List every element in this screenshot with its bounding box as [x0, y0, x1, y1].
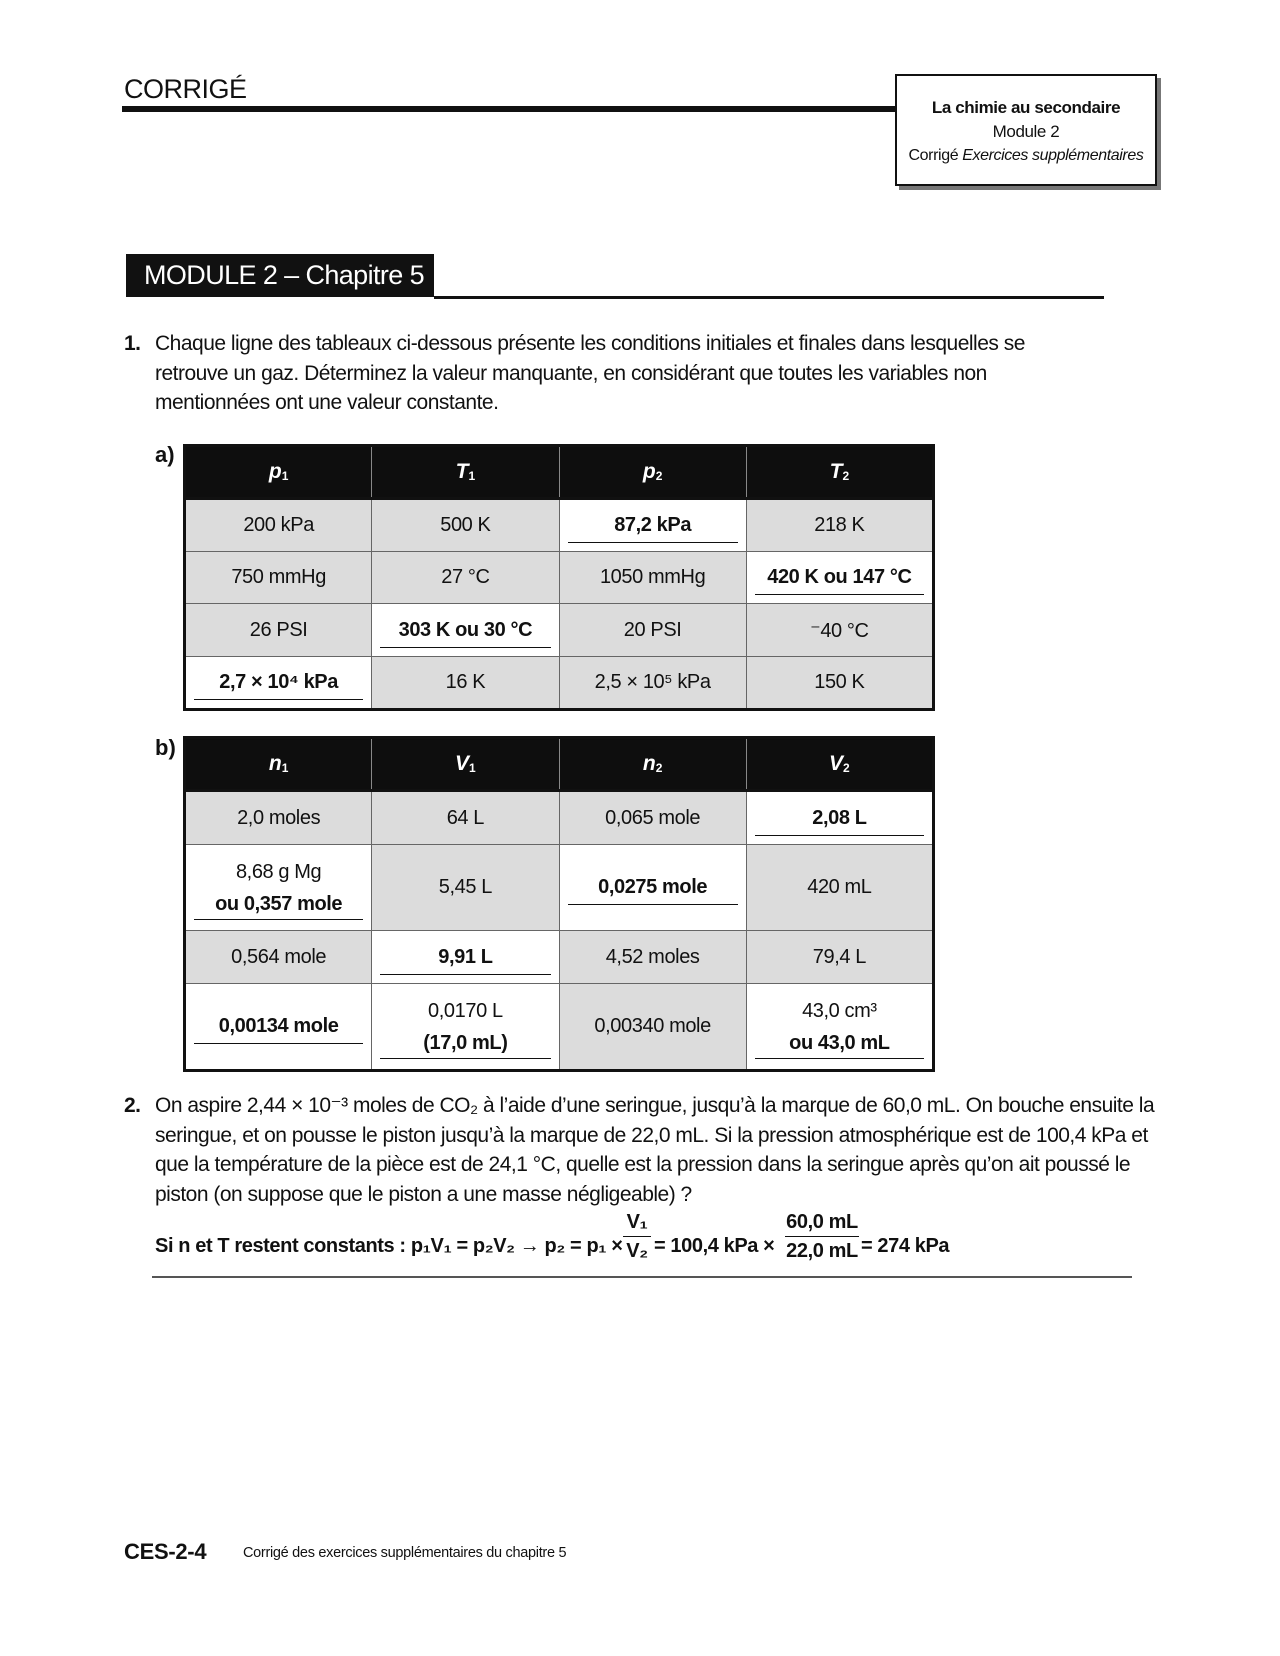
table-cell: 218 K [746, 499, 933, 552]
answer-value: 9,91 L [380, 940, 550, 975]
answer-value: 2,7 × 10⁴ kPa [194, 665, 363, 700]
table-row [185, 791, 934, 845]
fraction-denominator: 22,0 mL [786, 1240, 858, 1262]
answer-cell [746, 984, 933, 1071]
fraction-numerator: 60,0 mL [785, 1210, 859, 1237]
page-code: CES-2-4 [124, 1539, 207, 1564]
answer-rule [152, 1276, 1132, 1278]
header-t1: $T_1$ [372, 446, 559, 499]
footer-text: Corrigé des exercices supplémentaires du chapitre 5 [243, 1545, 567, 1561]
answer-value: 2,08 L [755, 801, 924, 836]
cell-line: 0,0170 L [428, 1000, 503, 1022]
table-b-label: b) [155, 735, 176, 760]
table-cell: 16 K [372, 657, 559, 710]
answer-cell [559, 845, 746, 931]
header-v2: $V_2$ [746, 738, 933, 791]
table-cell: 500 K [372, 499, 559, 552]
table-cell: 79,4 L [746, 931, 933, 984]
table-cell: 420 mL [746, 845, 933, 931]
answer-value: 420 K ou 147 °C [755, 560, 924, 595]
formula-lead: Si n et T restent constants : p₁V₁ = p₂V₂ → p₂ = p₁ × [155, 1235, 623, 1257]
header-v1: $V_1$ [372, 738, 559, 791]
question-number: 1. [124, 332, 141, 355]
chapter-heading: MODULE 2 – Chapitre 5 [126, 254, 434, 297]
question-text: Chaque ligne des tableaux ci-dessous présente les conditions initiales et finales dans lesquelles se retrouve un gaz. Déterminez la valeur manquante, en considérant que toutes les variables non mentionnées ont une valeur constante. [155, 332, 1025, 414]
fraction-volumes [785, 1210, 859, 1265]
table-row [185, 552, 934, 604]
answer-cell [372, 984, 559, 1071]
answer-cell [185, 984, 372, 1071]
answer-value: (17,0 mL) [380, 1028, 550, 1059]
table-cell: 26 PSI [185, 604, 372, 657]
table-row [185, 657, 934, 710]
answer-cell [372, 604, 559, 657]
header-rule [122, 106, 902, 112]
table-cell: 150 K [746, 657, 933, 710]
table-cell: 0,00340 mole [559, 984, 746, 1071]
question-text: On aspire 2,44 × 10⁻³ moles de CO₂ à l’aide d’une seringue, jusqu’à la marque de 60,0 mL. On bouche ensuite la seringue, et on pousse le piston jusqu’à la marque de 22,0 mL. Si la pression atmosphérique est de 100,4 kPa et que la température de la pièce est de 24,1 °C, quelle est la pression dans la seringue après qu’on ait poussé le piston (on suppose que le piston a une masse négligeable) ? [155, 1094, 1155, 1206]
table-cell: 20 PSI [559, 604, 746, 657]
table-cell: ⁻40 °C [746, 604, 933, 657]
table-row [185, 984, 934, 1071]
table-cell: 1050 mmHg [559, 552, 746, 604]
course-module: Module 2 [992, 122, 1060, 141]
question-number: 2. [124, 1094, 141, 1117]
course-subtitle: Corrigé Exercices supplémentaires [908, 147, 1144, 164]
formula-result: = 274 kPa [861, 1235, 950, 1257]
answer-cell [746, 552, 933, 604]
table-cell: 4,52 moles [559, 931, 746, 984]
chapter-rule [434, 296, 1104, 299]
header-n1: $n_1$ [185, 738, 372, 791]
answer-cell [559, 499, 746, 552]
answer-value: 87,2 kPa [568, 508, 738, 543]
answer-value: 0,00134 mole [194, 1009, 363, 1044]
table-a [183, 444, 935, 711]
table-a-label: a) [155, 442, 175, 467]
header-t2: $T_2$ [746, 446, 933, 499]
table-row [185, 931, 934, 984]
course-title: La chimie au secondaire [931, 98, 1121, 117]
answer-cell [185, 657, 372, 710]
table-cell: 27 °C [372, 552, 559, 604]
table-cell: 0,564 mole [185, 931, 372, 984]
answer-value: 303 K ou 30 °C [380, 613, 550, 648]
answer-cell [746, 791, 933, 845]
fraction-denominator: V₂ [626, 1240, 648, 1262]
table-cell: 750 mmHg [185, 552, 372, 604]
course-info-box [895, 74, 1157, 186]
table-cell: 2,5 × 10⁵ kPa [559, 657, 746, 710]
cell-line: 8,68 g Mg [235, 861, 322, 883]
table-row [185, 604, 934, 657]
table-row [185, 845, 934, 931]
answer-cell [185, 845, 372, 931]
table-cell: 200 kPa [185, 499, 372, 552]
answer-value: ou 43,0 mL [755, 1028, 924, 1059]
fraction-v1-v2 [623, 1210, 651, 1265]
corrige-title: CORRIGÉ [124, 74, 247, 104]
header-n2: $n_2$ [559, 738, 746, 791]
formula-middle: = 100,4 kPa × [654, 1235, 775, 1257]
table-b [183, 736, 935, 1072]
table-cell: 5,45 L [372, 845, 559, 931]
answer-cell [372, 931, 559, 984]
table-cell: 0,065 mole [559, 791, 746, 845]
header-p2: $p_2$ [559, 446, 746, 499]
table-cell: 64 L [372, 791, 559, 845]
header-p1: $p_1$ [185, 446, 372, 499]
table-cell: 2,0 moles [185, 791, 372, 845]
table-row [185, 499, 934, 552]
cell-line: 43,0 cm³ [802, 1000, 877, 1022]
answer-value: ou 0,357 mole [194, 889, 363, 920]
answer-value: 0,0275 mole [568, 870, 738, 905]
fraction-numerator: V₁ [623, 1210, 651, 1237]
